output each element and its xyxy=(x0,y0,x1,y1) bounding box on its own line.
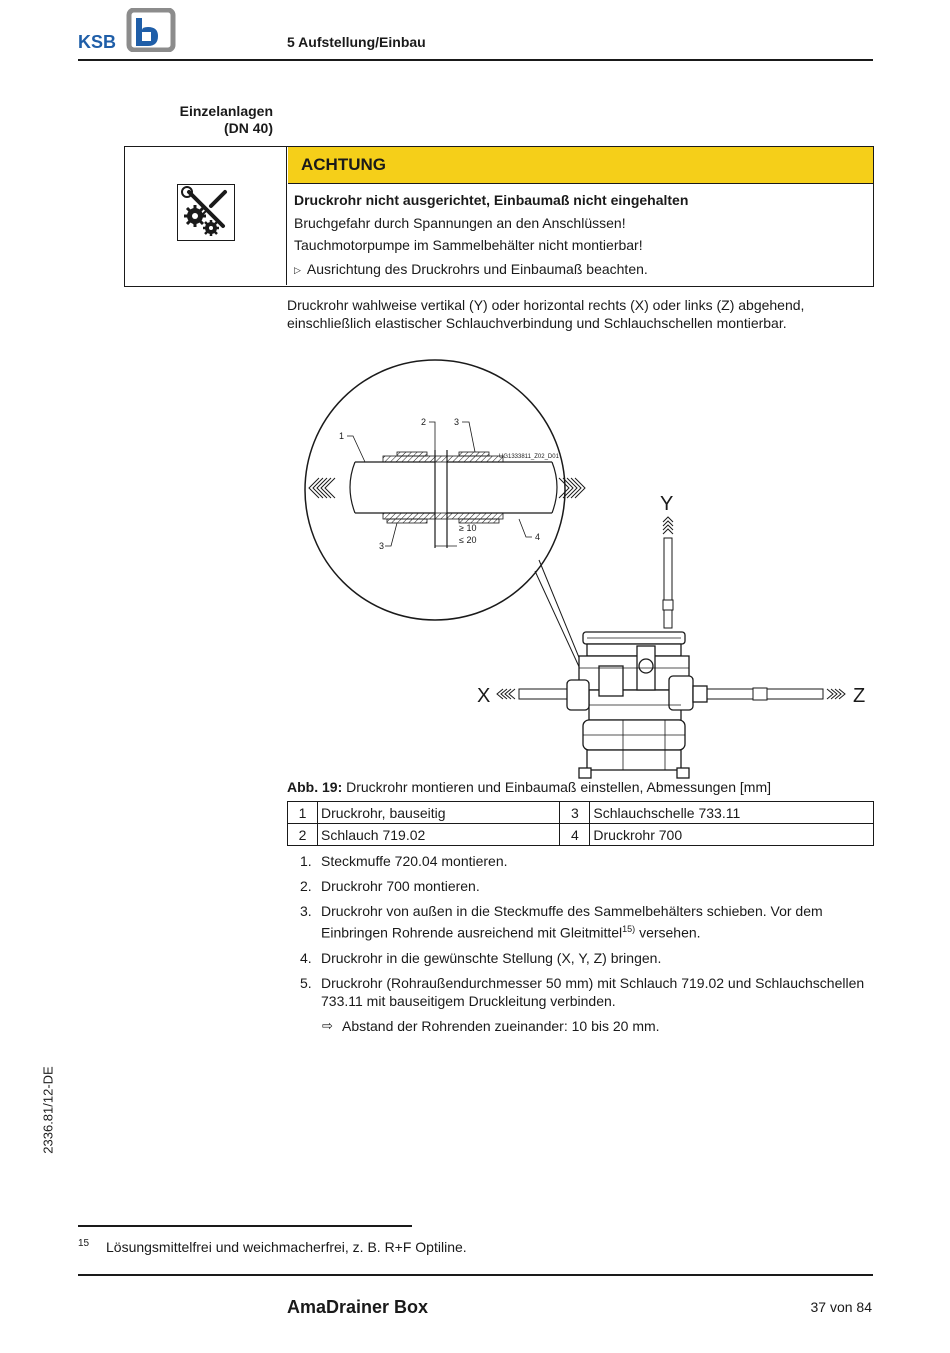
ksb-logo xyxy=(78,8,178,52)
result-text: Abstand der Rohrenden zueinander: 10 bis 20 mm. xyxy=(342,1017,660,1034)
legend-text: Schlauchschelle 733.11 xyxy=(590,802,874,824)
document-number xyxy=(38,1060,58,1160)
triangle-bullet-icon: ▷ xyxy=(294,265,301,275)
legend-text: Druckrohr 700 xyxy=(590,824,874,846)
legend-text: Druckrohr, bauseitig xyxy=(318,802,560,824)
list-item xyxy=(287,852,877,870)
footnote-number: 15 xyxy=(78,1238,90,1249)
warning-heading: ACHTUNG xyxy=(301,155,386,174)
table-row xyxy=(288,824,874,846)
legend-table xyxy=(287,801,874,846)
callout-2: 2 xyxy=(421,417,427,427)
footnote-ref: 15) xyxy=(622,924,636,934)
warning-action-text: Ausrichtung des Druckrohrs und Einbaumaß beachten. xyxy=(306,261,648,277)
list-item xyxy=(287,877,877,895)
step-text: Druckrohr von außen in die Steckmuffe des Sammelbehälters schieben. Vor dem Einbringen Rohrende ausreichend mit Gleitmittel xyxy=(321,903,823,941)
direction-y-label: Y xyxy=(660,493,674,515)
warning-box xyxy=(124,146,874,287)
tools-gears-icon xyxy=(177,184,235,241)
list-item xyxy=(287,902,877,942)
product-name: AmaDrainer Box xyxy=(287,1297,429,1317)
step-text-tail: versehen. xyxy=(635,924,701,941)
dimension-min: ≥ 10 xyxy=(459,523,477,533)
caption-label: Abb. 19: xyxy=(287,779,343,795)
warning-title: Druckrohr nicht ausgerichtet, Einbaumaß nicht eingehalten xyxy=(294,192,689,208)
legend-num: 4 xyxy=(560,824,590,846)
callout-1: 1 xyxy=(339,431,345,441)
header-divider xyxy=(78,59,873,61)
intro-paragraph: Druckrohr wahlweise vertikal (Y) oder horizontal rechts (X) oder links (Z) abgehend, einschließlich elastischer Schlauchverbindung und Schlauchschellen montierbar. xyxy=(287,297,805,331)
list-item xyxy=(287,974,877,1010)
list-item xyxy=(287,949,877,967)
steps-list xyxy=(287,852,877,1035)
side-note xyxy=(120,103,273,137)
direction-z-label: Z xyxy=(853,685,866,707)
step-text: Druckrohr in die gewünschte Stellung (X, Y, Z) bringen. xyxy=(321,949,662,966)
document-number-text: 2336.81/12-DE xyxy=(40,1066,56,1154)
pressure-pipe-figure xyxy=(287,350,877,780)
dimension-max: ≤ 20 xyxy=(459,535,477,545)
footer-divider xyxy=(78,1274,873,1276)
side-note-line2: (DN 40) xyxy=(223,120,273,136)
caption-text: Druckrohr montieren und Einbaumaß einstellen, Abmessungen [mm] xyxy=(342,779,771,795)
warning-icon-cell xyxy=(125,147,287,285)
legend-num: 3 xyxy=(560,802,590,824)
brand-text: KSB xyxy=(78,32,117,52)
step-number: 2. xyxy=(300,878,312,894)
footnote-divider xyxy=(78,1225,412,1227)
warning-line2: Tauchmotorpumpe im Sammelbehälter nicht montierbar! xyxy=(294,237,643,253)
footnote-text: Lösungsmittelfrei und weichmacherfrei, z. B. R+F Optiline. xyxy=(106,1239,467,1255)
step-number: 3. xyxy=(300,903,312,919)
step-number: 5. xyxy=(300,974,312,991)
step-text: Druckrohr 700 montieren. xyxy=(321,878,480,894)
section-title: 5 Aufstellung/Einbau xyxy=(287,34,426,50)
warning-action xyxy=(282,261,648,277)
figure-caption xyxy=(287,779,771,795)
step-text: Druckrohr (Rohraußendurchmesser 50 mm) mit Schlauch 719.02 und Schlauchschellen 733.11 mit bauseitigem Druckleitung verbinden. xyxy=(321,974,865,1009)
callout-4: 4 xyxy=(535,532,541,542)
table-row xyxy=(288,802,874,824)
warning-heading-bar xyxy=(288,147,873,184)
legend-num: 2 xyxy=(288,824,318,846)
step-text: Steckmuffe 720.04 montieren. xyxy=(321,853,508,869)
result-item xyxy=(287,1017,877,1035)
step-number: 4. xyxy=(300,949,312,966)
callout-3-top: 3 xyxy=(454,417,460,427)
side-note-line1: Einzelanlagen xyxy=(179,103,273,119)
drawing-id: UG1333811_Z02_D01 xyxy=(499,454,559,460)
legend-num: 1 xyxy=(288,802,318,824)
callout-3-bottom: 3 xyxy=(379,541,385,551)
step-number: 1. xyxy=(300,853,312,869)
warning-line1: Bruchgefahr durch Spannungen an den Anschlüssen! xyxy=(294,215,626,231)
result-arrow-icon: ⇨ xyxy=(322,1017,333,1033)
legend-text: Schlauch 719.02 xyxy=(318,824,560,846)
direction-x-label: X xyxy=(477,685,491,707)
page-number: 37 von 84 xyxy=(810,1299,872,1315)
